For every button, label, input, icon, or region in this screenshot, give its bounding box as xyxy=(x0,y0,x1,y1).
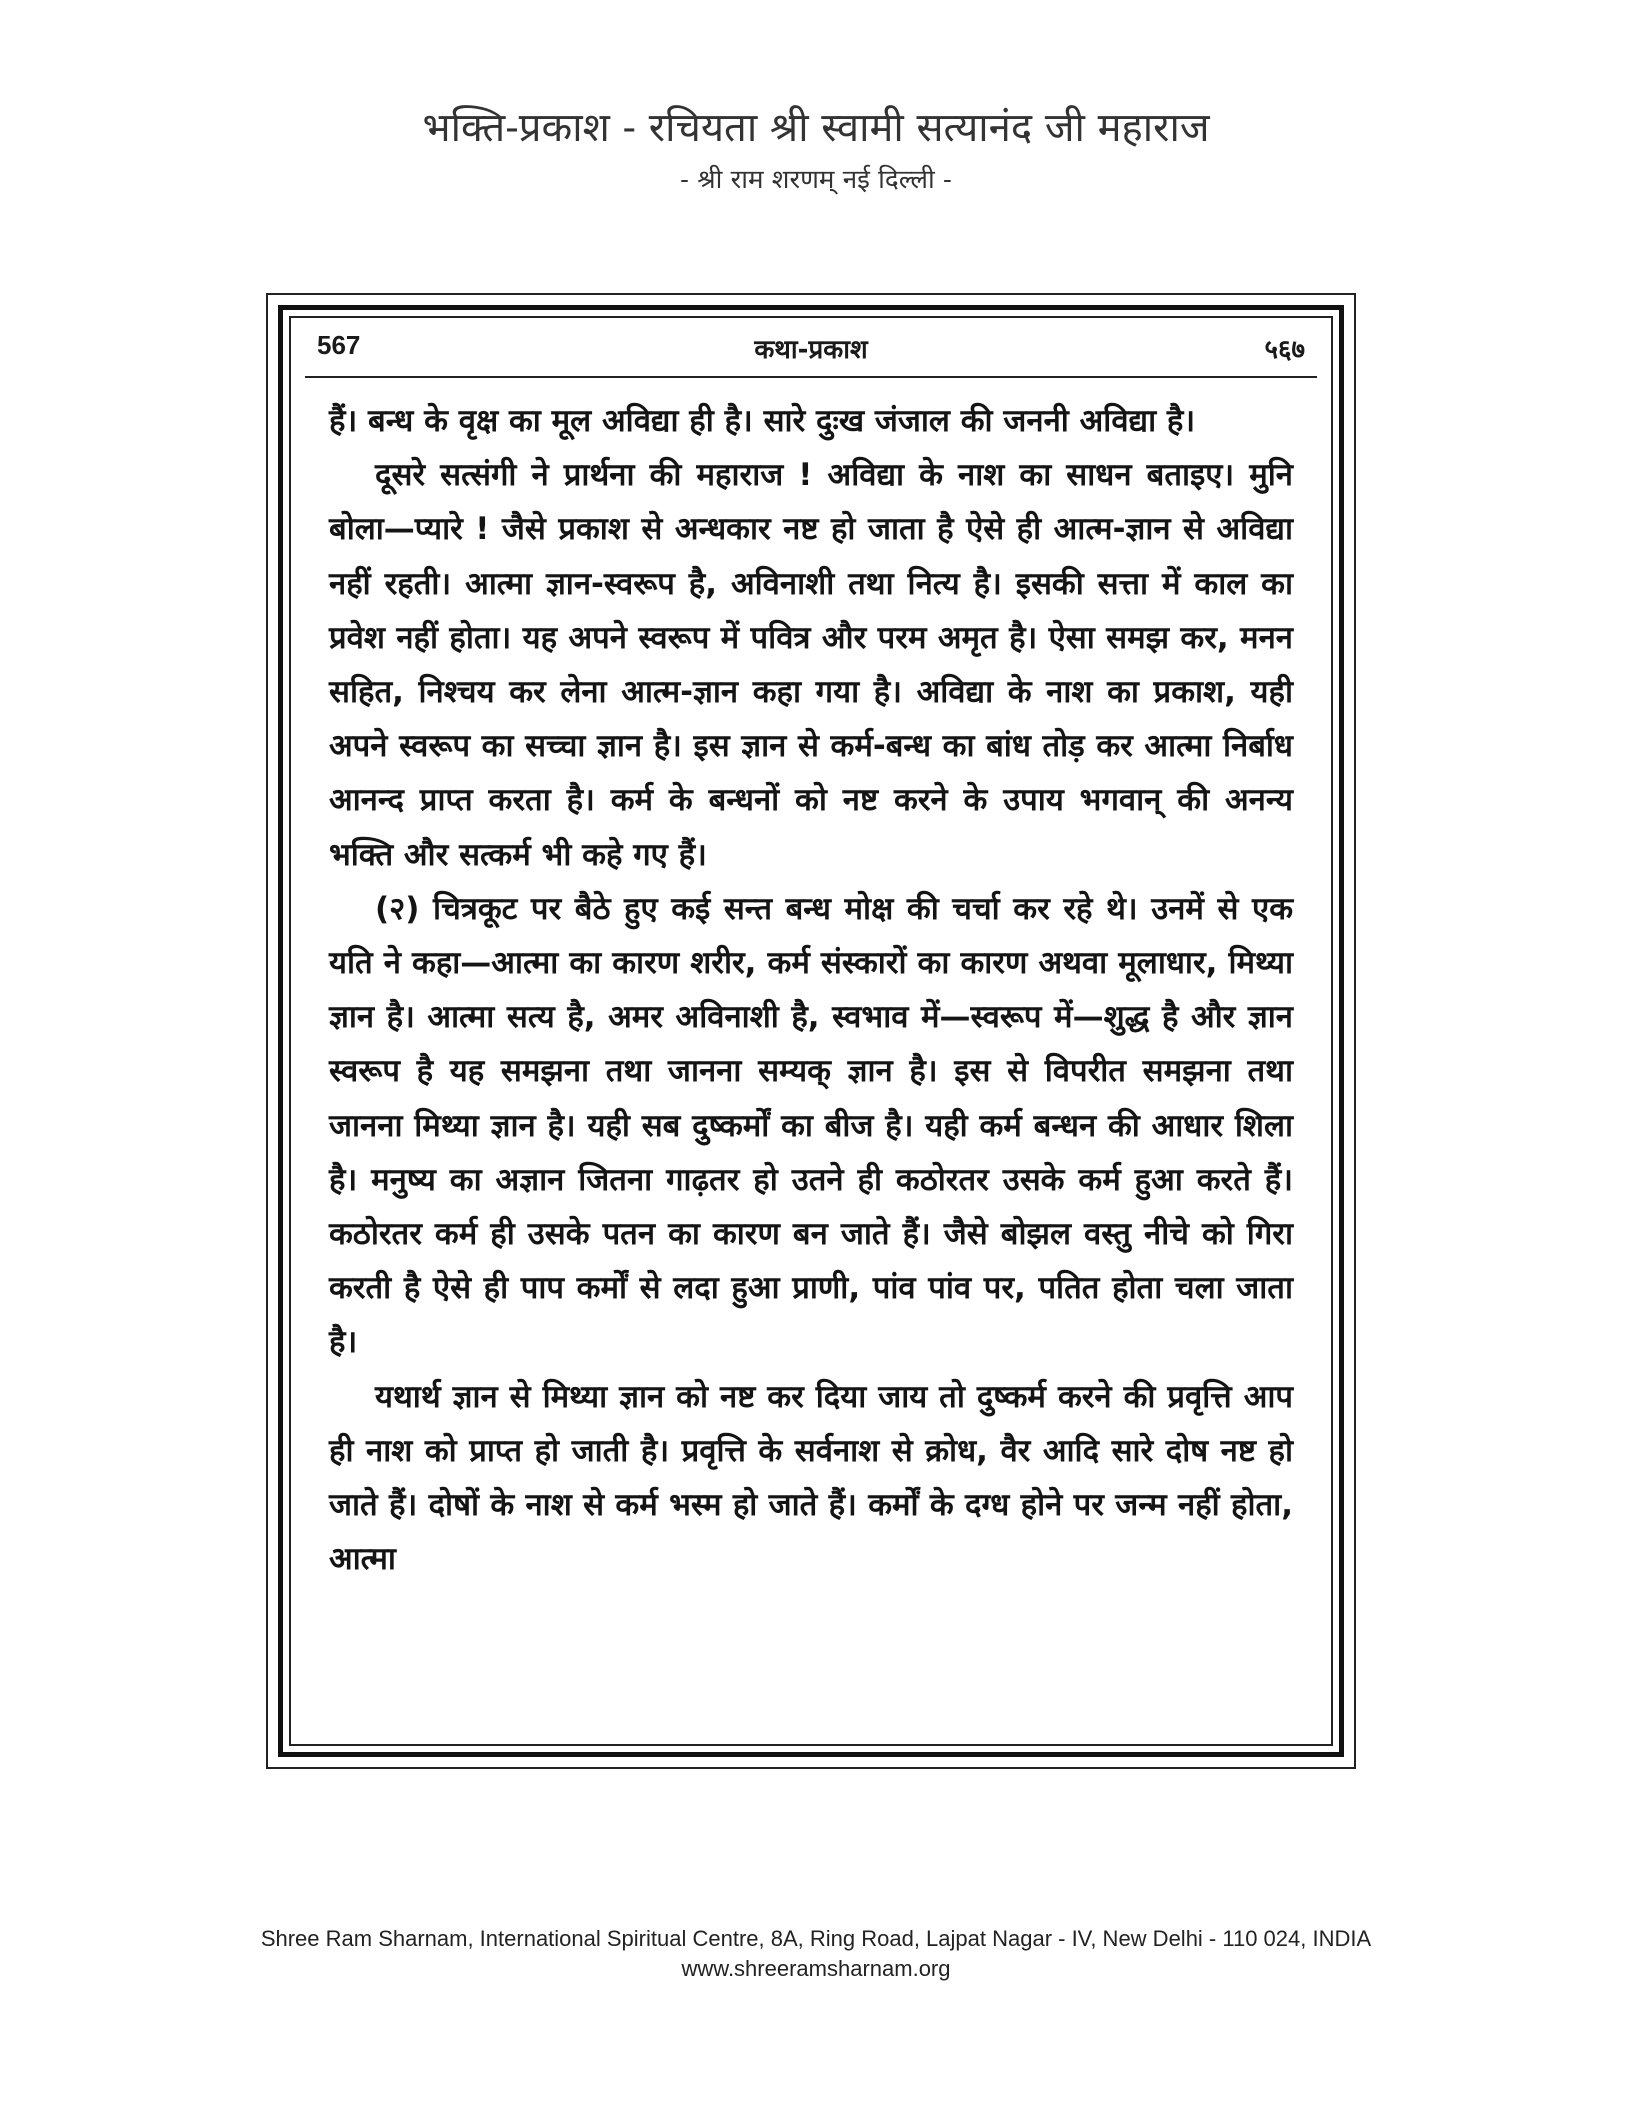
page-number-devanagari: ५६७ xyxy=(1264,335,1305,365)
footer-website[interactable]: www.shreeramsharnam.org xyxy=(681,1956,951,1981)
paragraph: हैं। बन्ध के वृक्ष का मूल अविद्या ही है। सारे दुःख जंजाल की जननी अविद्या है। xyxy=(329,403,1196,439)
footer-address: Shree Ram Sharnam, International Spiritual Centre, 8A, Ring Road, Lajpat Nagar - IV, New Delhi - 110 024, INDIA xyxy=(260,1926,1372,1951)
page-frame-inner xyxy=(278,305,1344,1757)
page-footer xyxy=(0,1924,1632,1984)
header-subtitle: - श्री राम शरणम् नई दिल्ली - xyxy=(680,165,952,195)
body-text xyxy=(329,394,1293,1586)
paragraph: दूसरे सत्संगी ने प्रार्थना की महाराज ! अविद्या के नाश का साधन बताइए। मुनि बोला—प्यारे ! जैसे प्रकाश से अन्धकार नष्ट हो जाता है ऐसे ही आत्म-ज्ञान से अविद्या नहीं रहती। आत्मा ज्ञान-स्वरूप है, अविनाशी तथा नित्य है। इसकी सत्ता में काल का प्रवेश नहीं होता। यह अपने स्वरूप में पवित्र और परम अमृत है। ऐसा समझ कर, मनन सहित, निश्चय कर लेना आत्म-ज्ञान कहा गया है। अविद्या के नाश का प्रकाश, यही अपने स्वरूप का सच्चा ज्ञान है। इस ज्ञान से कर्म-बन्ध का बांध तोड़ कर आत्मा निर्बाध आनन्द प्राप्त करता है। कर्म के बन्धनों को नष्ट करने के उपाय भगवान् की अनन्य भक्ति और सत्कर्म भी कहे गए हैं। xyxy=(329,457,1293,873)
paragraph: (२) चित्रकूट पर बैठे हुए कई सन्त बन्ध मोक्ष की चर्चा कर रहे थे। उनमें से एक यति ने कहा—आत्मा का कारण शरीर, कर्म संस्कारों का कारण अथवा मूलाधार, मिथ्या ज्ञान है। आत्मा सत्य है, अमर अविनाशी है, स्वभाव में—स्वरूप में—शुद्ध है और ज्ञान स्वरूप है यह समझना तथा जानना सम्यक् ज्ञान है। इस से विपरीत समझना तथा जानना मिथ्या ज्ञान है। यही सब दुष्कर्मों का बीज है। यही कर्म बन्धन की आधार शिला है। मनुष्य का अज्ञान जितना गाढ़तर हो उतने ही कठोरतर उसके कर्म हुआ करते हैं। कठोरतर कर्म ही उसके पतन का कारण बन जाते हैं। जैसे बोझल वस्तु नीचे को गिरा करती है ऐसे ही पाप कर्मों से लदा हुआ प्राणी, पांव पांव पर, पतित होता चला जाता है। xyxy=(329,890,1293,1361)
page-frame-innermost xyxy=(289,316,1333,1746)
page-header xyxy=(0,100,1632,202)
section-title: कथा-प्रकाश xyxy=(754,335,868,365)
page-number-arabic: 567 xyxy=(317,330,361,360)
paragraph: यथार्थ ज्ञान से मिथ्या ज्ञान को नष्ट कर दिया जाय तो दुष्कर्म करने की प्रवृत्ति आप ही नाश को प्राप्त हो जाती है। प्रवृत्ति के सर्वनाश से क्रोध, वैर आदि सारे दोष नष्ट हो जाते हैं। दोषों के नाश से कर्म भस्म हो जाते हैं। कर्मों के दग्ध होने पर जन्म नहीं होता, आत्मा xyxy=(329,1378,1293,1578)
running-head-rule xyxy=(305,376,1317,378)
page-frame xyxy=(266,293,1356,1769)
running-head xyxy=(317,330,1305,370)
header-title: भक्ति-प्रकाश - रचियता श्री स्वामी सत्यानंद जी महाराज xyxy=(422,105,1210,151)
